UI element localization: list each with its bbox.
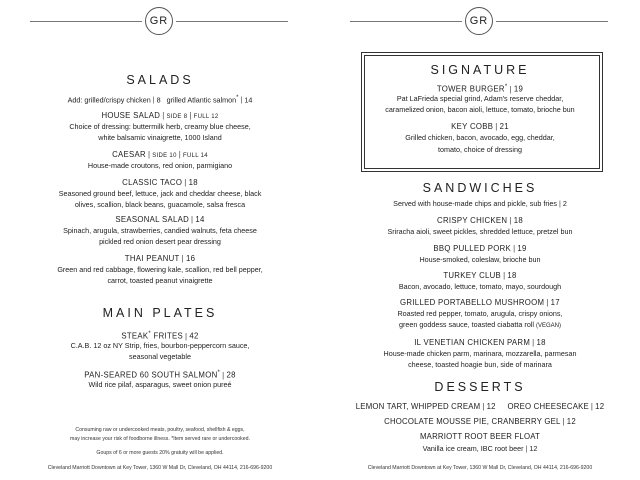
- item-description: caramelized onion, bacon aioli, lettuce, tomato, brioche bun: [385, 105, 575, 114]
- fine-print: may increase your risk of foodborne illness. *Item served rare or undercooked.: [70, 436, 250, 442]
- item-description: Grilled chicken, bacon, avocado, egg, cheddar,: [405, 133, 555, 142]
- item-description: C.A.B. 12 oz NY Strip, fries, bourbon-peppercorn sauce,: [70, 341, 250, 350]
- item-root-beer-float: MARRIOTT ROOT BEER FLOAT: [419, 432, 541, 441]
- item-house-salad: HOUSE SALAD | SIDE 8 | FULL 12: [101, 111, 219, 120]
- item-classic-taco: CLASSIC TACO | 18: [122, 178, 198, 187]
- item-steak-frites: STEAK* FRITES | 42: [121, 331, 199, 341]
- item-description: cheese, toasted hoagie bun, side of marinara: [408, 360, 552, 369]
- item-description: white balsamic vinaigrette, 1000 Island: [98, 133, 222, 142]
- item-lemon-tart: LEMON TART, WHIPPED CREAM | 12: [355, 402, 496, 411]
- item-description: House-smoked, coleslaw, brioche bun: [419, 255, 541, 264]
- item-description: Wild rice pilaf, asparagus, sweet onion pureé: [88, 380, 232, 389]
- divider: [350, 21, 462, 22]
- section-title-main-plates: MAIN PLATES: [102, 306, 218, 320]
- item-tower-burger: TOWER BURGER* | 19: [436, 84, 524, 94]
- item-turkey-club: TURKEY CLUB | 18: [443, 271, 517, 280]
- item-description: Vanilla ice cream, IBC root beer | 12: [422, 444, 538, 453]
- item-description: tomato, choice of dressing: [438, 145, 522, 154]
- item-description: green goddess sauce, toasted ciabatta roll (VEGAN): [398, 320, 562, 329]
- item-bbq-pulled-pork: BBQ PULLED PORK | 19: [433, 244, 527, 253]
- item-chicken-parm: IL VENETIAN CHICKEN PARM | 18: [414, 338, 546, 347]
- gr-logo: GR: [145, 7, 173, 35]
- logo-header: [0, 6, 320, 36]
- item-description: carrot, toasted peanut vinaigrette: [107, 276, 213, 285]
- item-thai-peanut: THAI PEANUT | 16: [124, 254, 196, 263]
- item-caesar: CAESAR | SIDE 10 | FULL 14: [112, 150, 208, 159]
- item-description: House-made chicken parm, marinara, mozzarella, parmesan: [383, 349, 577, 358]
- item-salmon: PAN-SEARED 60 SOUTH SALMON* | 28: [84, 370, 236, 380]
- item-key-cobb: KEY COBB | 21: [451, 122, 509, 131]
- gr-logo: GR: [465, 7, 493, 35]
- divider: [176, 21, 288, 22]
- item-description: Spinach, arugula, strawberries, candied walnuts, feta cheese: [63, 226, 257, 235]
- fine-print: Goups of 6 or more guests 20% gratuity will be applied.: [96, 450, 224, 456]
- item-description: Green and red cabbage, flowering kale, scallion, red bell pepper,: [57, 265, 263, 274]
- divider: [496, 21, 608, 22]
- logo-header: [320, 6, 640, 36]
- item-oreo-cheesecake: OREO CHEESECAKE | 12: [507, 402, 605, 411]
- item-description: Pat LaFrieda special grind, Adam's reserve cheddar,: [396, 94, 564, 103]
- item-portabello-mushroom: GRILLED PORTABELLO MUSHROOM | 17: [400, 298, 560, 307]
- section-title-salads: SALADS: [126, 73, 194, 87]
- item-crispy-chicken: CRISPY CHICKEN | 18: [437, 216, 523, 225]
- item-description: pickled red onion desert pear dressing: [99, 237, 221, 246]
- item-description: Bacon, avocado, lettuce, tomato, mayo, sourdough: [398, 282, 562, 291]
- sandwiches-note: Served with house-made chips and pickle, sub fries | 2: [393, 199, 567, 208]
- fine-print: Consuming raw or undercooked meats, poultry, seafood, shellfish & eggs,: [75, 427, 245, 433]
- footer-address: Cleveland Marriott Downtown at Key Tower, 1360 W Mall Dr, Cleveland, OH 44114, 216-696-9200: [367, 465, 593, 471]
- item-seasonal-salad: SEASONAL SALAD | 14: [115, 215, 205, 224]
- item-description: House-made croutons, red onion, parmigiano: [87, 161, 233, 170]
- item-description: olives, scallion, black beans, guacamole, salsa fresca: [74, 200, 246, 209]
- item-description: Choice of dressing: buttermilk herb, creamy blue cheese,: [69, 122, 251, 131]
- divider: [30, 21, 142, 22]
- item-description: Roasted red pepper, tomato, arugula, crispy onions,: [397, 309, 563, 318]
- section-title-desserts: DESSERTS: [434, 380, 526, 394]
- section-title-sandwiches: SANDWICHES: [422, 181, 538, 195]
- section-title-signature: SIGNATURE: [430, 63, 530, 77]
- menu-page-right: [320, 0, 640, 480]
- item-description: seasonal vegetable: [129, 352, 191, 361]
- addons-line: Add: grilled/crispy chicken | 8 grilled Atlantic salmon* | 14: [67, 95, 253, 105]
- item-description: Seasoned ground beef, lettuce, jack and cheddar cheese, black: [58, 189, 262, 198]
- footer-address: Cleveland Marriott Downtown at Key Tower, 1360 W Mall Dr, Cleveland, OH 44114, 216-696-9200: [47, 465, 273, 471]
- item-chocolate-mousse: CHOCOLATE MOUSSE PIE, CRANBERRY GEL | 12: [384, 417, 576, 426]
- dessert-row: [320, 402, 640, 411]
- item-description: Sriracha aioli, sweet pickles, shredded lettuce, pretzel bun: [387, 227, 573, 236]
